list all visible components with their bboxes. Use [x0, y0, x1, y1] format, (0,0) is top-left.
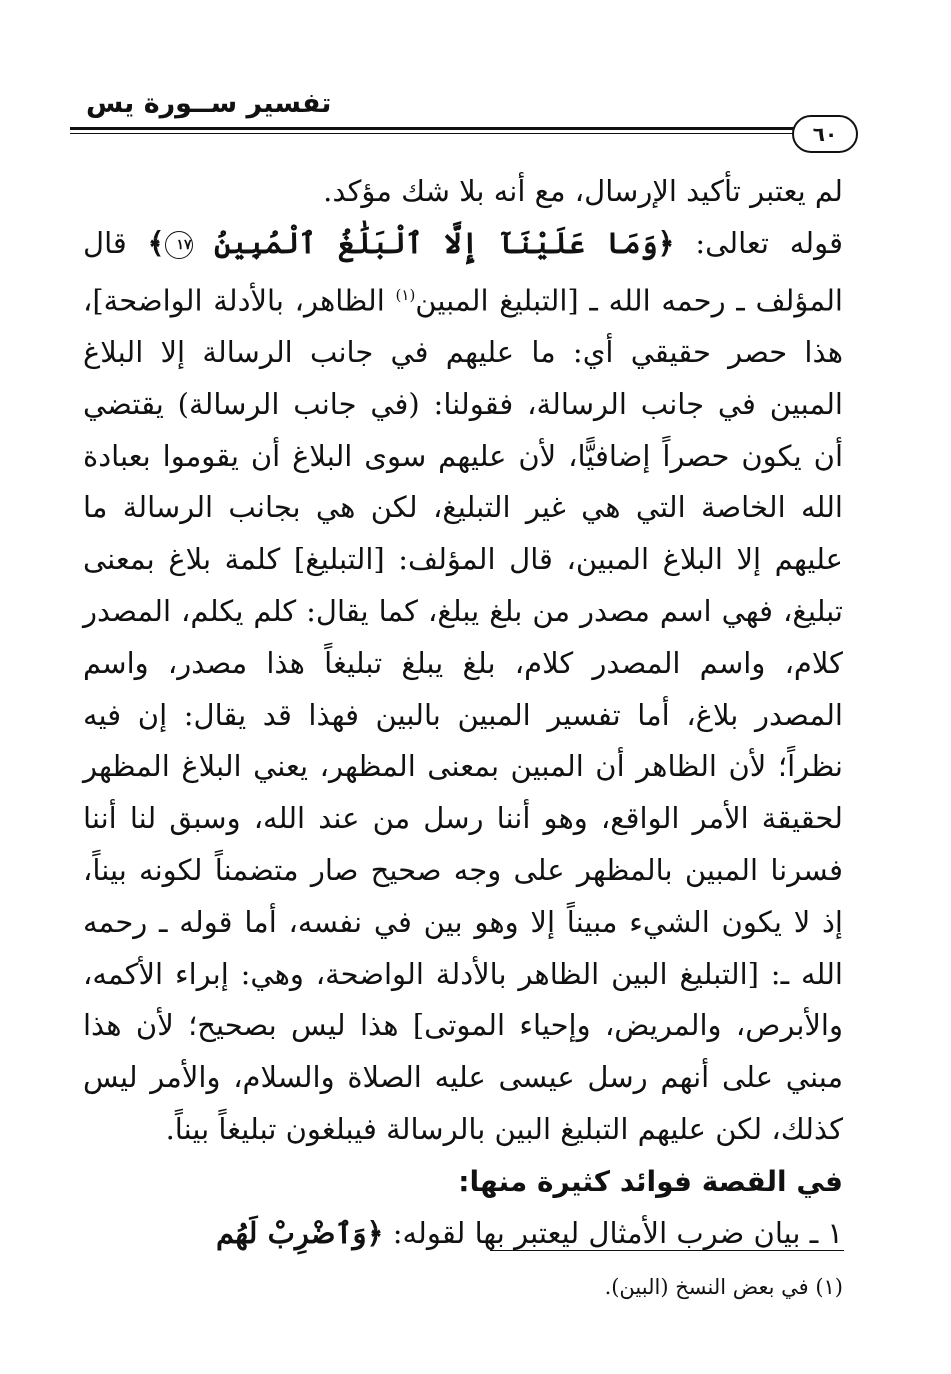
- quran-verse: [148, 226, 675, 260]
- ayah-number-marker: ١٧: [165, 231, 193, 259]
- running-title: تفسير ســورة يس: [86, 88, 332, 119]
- commentary-text: قال المؤلف ـ رحمه الله ـ [التبليغ المبين: [83, 225, 843, 318]
- footnote: (١) في بعض النسخ (البين).: [604, 1275, 843, 1299]
- header-rule: [70, 127, 795, 130]
- body-text: [83, 166, 843, 1259]
- footnote-rule: [490, 1250, 844, 1251]
- footnote-reference[interactable]: (١): [395, 285, 416, 304]
- quran-verse-text: ﴿وَمَا عَلَيْنَآ إِلَّا ٱلْبَلَٰغُ ٱلْمُبِينُ: [214, 225, 675, 260]
- quran-verse: ﴿وَٱضْرِبْ لَهُم: [215, 1215, 384, 1250]
- verse-intro: قوله تعالى:: [674, 225, 843, 260]
- page-number: ٦٠: [792, 115, 858, 153]
- benefit-text: ١ ـ بيان ضرب الأمثال ليعتبر بها لقوله:: [383, 1215, 843, 1250]
- paragraph: [83, 218, 843, 1156]
- commentary-text: الظاهر، بالأدلة الواضحة]، هذا حصر حقيقي أي: ما عليهم في جانب الرسالة إلا البلاغ المبين في جانب الرسالة، فقولنا: (في جانب الرسالة) يقتضي أن يكون حصراً إضافيًّا، لأن عليهم سوى البلاغ أن يقوموا بعبادة الله الخاصة التي هي غير التبليغ، لكن هي بجانب الرسالة ما عليهم إلا البلاغ المبين، قال المؤلف: [التبليغ] كلمة بلاغ بمعنى تبليغ، فهي اسم مصدر من بلغ يبلغ، كما يقال: كلم يكلم، المصدر كلام، واسم المصدر كلام، بلغ يبلغ تبليغاً هذا مصدر، واسم المصدر بلاغ، أما تفسير المبين بالبين فهذا قد يقال: إن فيه نظراً؛ لأن الظاهر أن المبين بمعنى المظهر، يعني البلاغ المظهر لحقيقة الأمر الواقع، وهو أننا رسل من عند الله، وسبق لنا أننا فسرنا المبين بالمظهر على وجه صحيح صار متضمناً لكونه بيناً، إذ لا يكون الشيء مبيناً إلا وهو بين في نفسه، أما قوله ـ رحمه الله ـ: [التبليغ البين الظاهر بالأدلة الواضحة، وهي: إبراء الأكمه، والأبرص، والمريض، وإحياء الموتى] هذا ليس بصحيح؛ لأن هذا مبني على أنهم رسل عيسى عليه الصلاة والسلام، والأمر ليس كذلك، لكن عليهم التبليغ البين بالرسالة فيبلغون تبليغاً بيناً.: [83, 283, 844, 1146]
- section-heading: في القصة فوائد كثيرة منها:: [458, 1164, 843, 1198]
- paragraph: لم يعتبر تأكيد الإرسال، مع أنه بلا شك مؤكد.: [323, 174, 843, 208]
- quran-verse-close: ﴾: [147, 225, 165, 260]
- header-rule-thin: [70, 133, 795, 134]
- benefit-item: [83, 1208, 843, 1260]
